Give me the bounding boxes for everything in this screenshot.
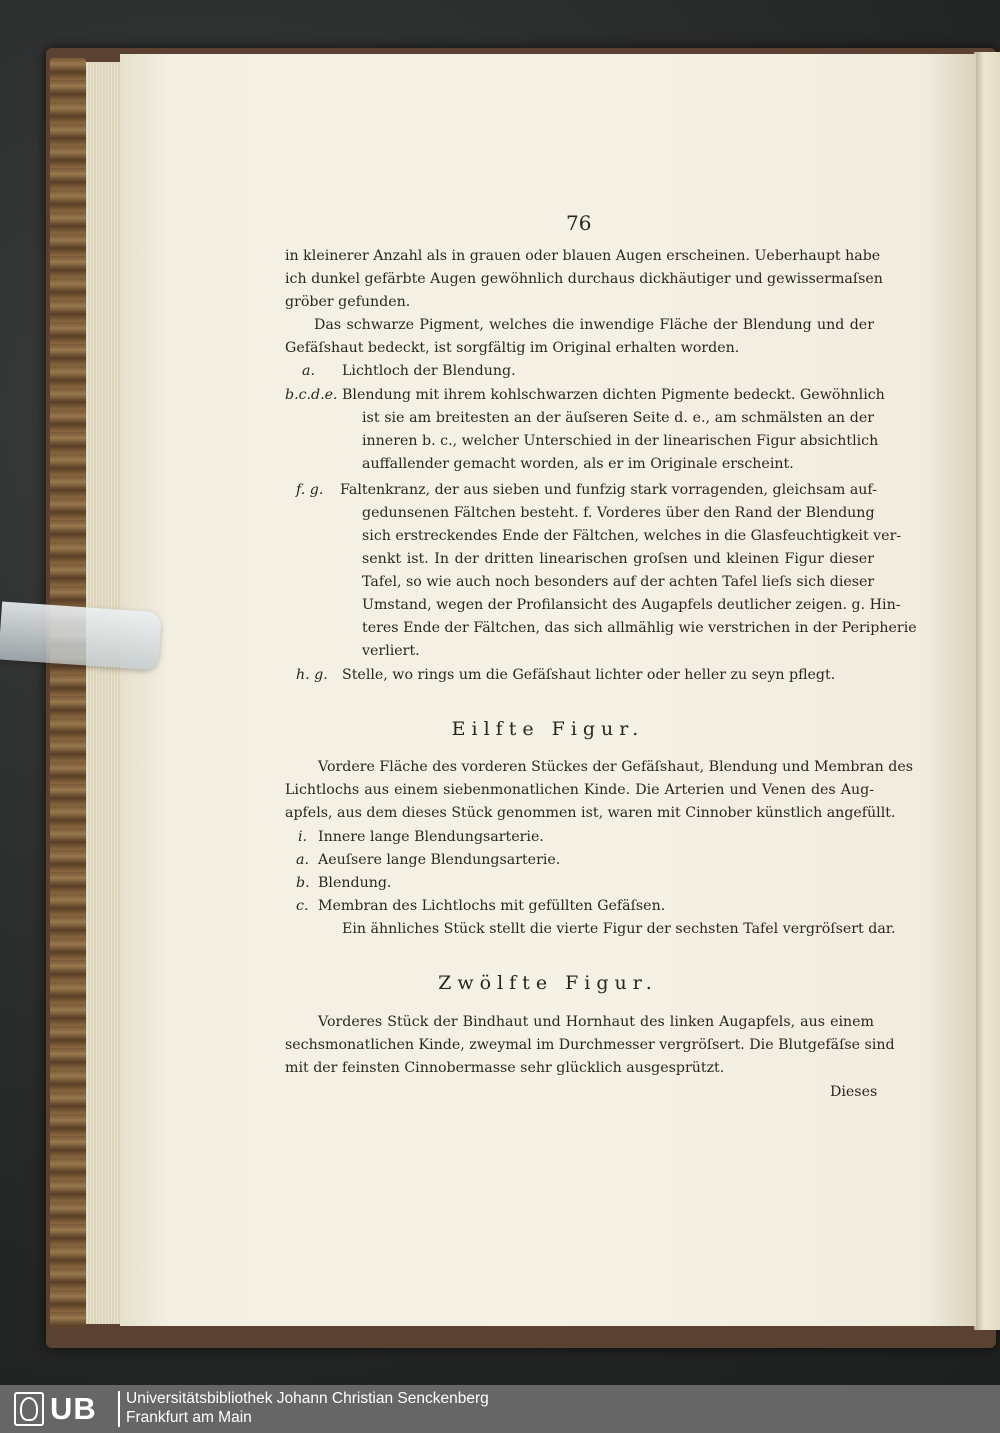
text-line: mit der feinsten Cinnobermasse sehr glücklich ausgesprützt. [285, 1060, 725, 1076]
facing-page-edge [974, 52, 1000, 1330]
item-text: Lichtloch der Blendung. [342, 363, 516, 379]
item-text: Tafel, so wie auch noch besonders auf der achten Tafel lieſs sich dieser [362, 574, 875, 590]
text-line: gröber gefunden. [285, 294, 411, 310]
item-text: inneren b. c., welcher Unterschied in der linearischen Figur absichtlich [362, 433, 879, 449]
item-text: Umstand, wegen der Profilansicht des Augapfels deutlicher zeigen. g. Hin- [362, 597, 901, 613]
item-label: b.c.d.e. [285, 387, 338, 403]
institution-city: Frankfurt am Main [126, 1409, 252, 1426]
item-text: Aeuſsere lange Blendungsarterie. [318, 852, 561, 868]
text-line: Das schwarze Pigment, welches die inwendige Fläche der Blendung und der [314, 317, 874, 333]
text-line: Vordere Fläche des vorderen Stückes der Gefäſshaut, Blendung und Membran des [318, 759, 914, 775]
text-line: sechsmonatlichen Kinde, zweymal im Durchmesser vergröſsert. Die Blutgefäſse sind [285, 1037, 895, 1053]
item-text: Membran des Lichtlochs mit gefüllten Gefäſsen. [318, 898, 666, 914]
divider [118, 1391, 120, 1427]
gilded-spine-edge [50, 58, 86, 1328]
item-text: gedunsenen Fältchen besteht. f. Vorderes über den Rand der Blendung [362, 505, 875, 521]
item-text: senkt ist. In der dritten linearischen groſsen und kleinen Figur dieser [362, 551, 874, 567]
text-line: apfels, aus dem dieses Stück genommen ist, waren mit Cinnober künstlich angefüllt. [285, 805, 896, 821]
catchword: Dieses [830, 1084, 878, 1100]
portrait-icon [14, 1392, 44, 1426]
section-heading: Zwölfte Figur. [438, 972, 658, 994]
page-edges [86, 62, 122, 1324]
item-text: auffallender gemacht worden, als er im Originale erscheint. [362, 456, 794, 472]
item-label: f. g. [296, 482, 324, 498]
item-text: Stelle, wo rings um die Gefäſshaut lichter oder heller zu seyn pflegt. [342, 667, 836, 683]
institution-name: Universitätsbibliothek Johann Christian Senckenberg [126, 1390, 489, 1407]
logo-text: UB [50, 1391, 97, 1426]
item-label: h. g. [296, 667, 328, 683]
item-text: verliert. [362, 643, 420, 659]
item-label: b. [296, 875, 310, 891]
item-label: c. [296, 898, 309, 914]
item-text: Blendung. [318, 875, 392, 891]
section-heading: Eilfte Figur. [451, 718, 645, 740]
text-line: in kleinerer Anzahl als in grauen oder blauen Augen erscheinen. Ueberhaupt habe [285, 248, 881, 264]
item-text: Blendung mit ihrem kohlschwarzen dichten Pigmente bedeckt. Gewöhnlich [342, 387, 885, 403]
text-line: Ein ähnliches Stück stellt die vierte Figur der sechsten Tafel vergröſsert dar. [342, 921, 896, 937]
item-text: ist sie am breitesten an der äuſseren Seite d. e., am schmälsten an der [362, 410, 874, 426]
text-line: ich dunkel gefärbte Augen gewöhnlich durchaus dickhäutiger und gewissermaſsen [285, 271, 883, 287]
item-text: Innere lange Blendungsarterie. [318, 829, 544, 845]
item-text: Faltenkranz, der aus sieben und funfzig stark vorragenden, gleichsam auf- [340, 482, 877, 498]
item-label: a. [302, 363, 315, 379]
item-text: teres Ende der Fältchen, das sich allmählig wie verstrichen in der Peripherie [362, 620, 917, 636]
glass-clamp [0, 601, 162, 670]
footer-bar [0, 1385, 1000, 1433]
page-number: 76 [566, 211, 592, 235]
text-line: Lichtlochs aus einem siebenmonatlichen Kinde. Die Arterien und Venen des Aug- [285, 782, 874, 798]
text-line: Vorderes Stück der Bindhaut und Hornhaut des linken Augapfels, aus einem [318, 1014, 874, 1030]
library-logo[interactable] [14, 1391, 122, 1427]
item-label: a. [296, 852, 309, 868]
item-label: i. [298, 829, 308, 845]
item-text: sich erstreckendes Ende der Fältchen, welches in die Glasfeuchtigkeit ver- [362, 528, 902, 544]
text-line: Gefäſshaut bedeckt, ist sorgfältig im Original erhalten worden. [285, 340, 740, 356]
